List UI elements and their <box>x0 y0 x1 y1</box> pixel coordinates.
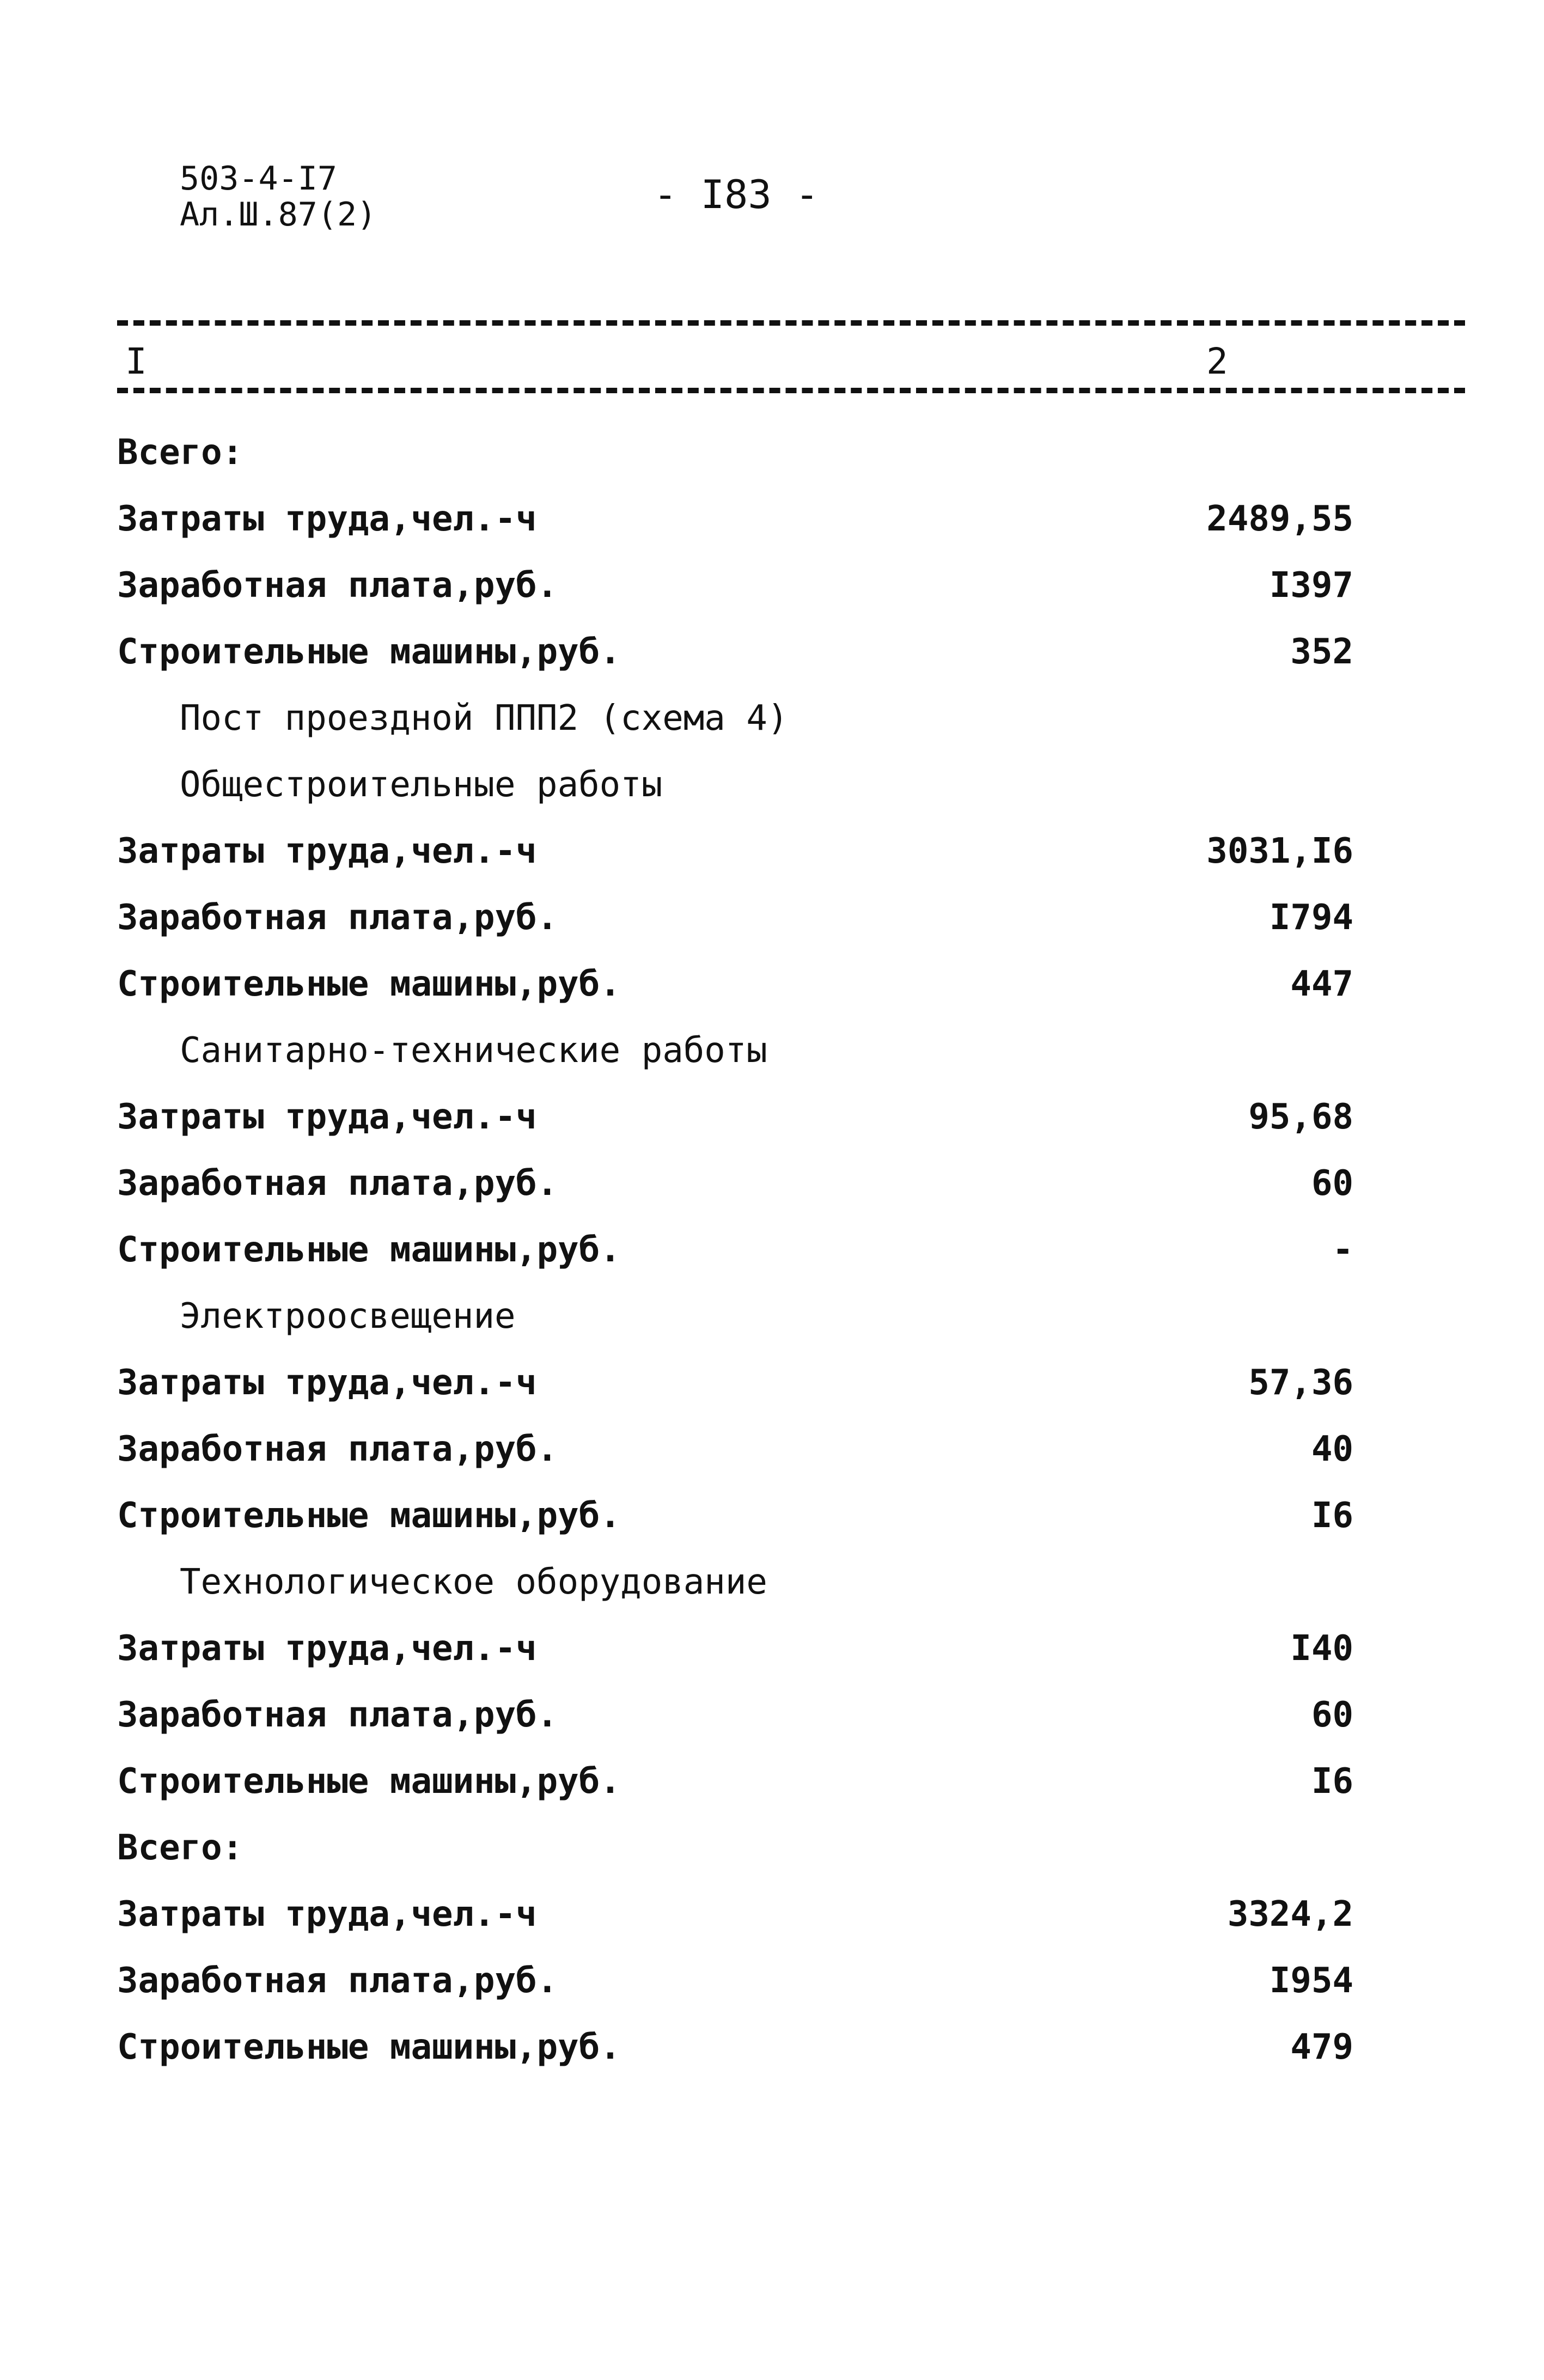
table-row <box>0 1948 1544 2014</box>
row-label: Всего: <box>117 432 243 473</box>
row-value: 40 <box>1311 1429 1353 1469</box>
section-heading-row <box>0 1283 1544 1350</box>
row-value: I40 <box>1290 1628 1353 1669</box>
row-label: Строительные машины,руб. <box>117 632 621 672</box>
row-label: Затраты труда,чел.-ч <box>117 1894 537 1934</box>
row-label: Заработная плата,руб. <box>117 1695 558 1735</box>
row-value: 95,68 <box>1248 1097 1353 1137</box>
document-code <box>180 161 376 233</box>
table-row <box>0 1482 1544 1549</box>
document-code-line-1: 503-4-I7 <box>180 160 337 198</box>
total-heading-row <box>0 419 1544 486</box>
section-heading-row <box>0 685 1544 752</box>
row-label: Заработная плата,руб. <box>117 898 558 938</box>
row-value: I954 <box>1269 1961 1353 2001</box>
table-row <box>0 1217 1544 1283</box>
row-label: Общестроительные работы <box>180 765 663 805</box>
table-row <box>0 884 1544 951</box>
page-number: - I83 - <box>654 172 819 217</box>
row-label: Пост проездной ППП2 (схема 4) <box>180 698 789 739</box>
table-row <box>0 1416 1544 1482</box>
row-label: Всего: <box>117 1828 243 1868</box>
table-header-rule-bottom <box>117 388 1465 393</box>
section-heading-row <box>0 752 1544 818</box>
table-row <box>0 818 1544 884</box>
document-code-line-2: Ал.Ш.87(2) <box>180 196 377 234</box>
row-value: 2489,55 <box>1206 499 1353 539</box>
table-row <box>0 1748 1544 1815</box>
table-row <box>0 1881 1544 1948</box>
row-value: 447 <box>1290 964 1353 1004</box>
table-header-rule-top <box>117 320 1465 326</box>
row-label: Затраты труда,чел.-ч <box>117 1628 537 1669</box>
table-row <box>0 1682 1544 1748</box>
table-row <box>0 1084 1544 1150</box>
row-label: Заработная плата,руб. <box>117 1961 558 2001</box>
column-header-1: I <box>125 340 147 382</box>
row-label: Строительные машины,руб. <box>117 1761 621 1802</box>
row-value: I6 <box>1311 1496 1353 1536</box>
row-label: Затраты труда,чел.-ч <box>117 831 537 871</box>
row-label: Электроосвещение <box>180 1296 516 1337</box>
row-label: Заработная плата,руб. <box>117 1163 558 1204</box>
row-label: Строительные машины,руб. <box>117 964 621 1004</box>
table-row <box>0 552 1544 619</box>
row-value: I794 <box>1269 898 1353 938</box>
row-value: 352 <box>1290 632 1353 672</box>
table-body <box>0 419 1544 2080</box>
table-row <box>0 486 1544 552</box>
row-value: I397 <box>1269 565 1353 606</box>
total-heading-row <box>0 1815 1544 1881</box>
row-value: 479 <box>1290 2027 1353 2067</box>
table-row <box>0 1615 1544 1682</box>
table-row <box>0 951 1544 1017</box>
row-value: I6 <box>1311 1761 1353 1802</box>
column-header-2: 2 <box>1206 340 1228 382</box>
row-label: Заработная плата,руб. <box>117 1429 558 1469</box>
row-label: Строительные машины,руб. <box>117 1496 621 1536</box>
row-value: 60 <box>1311 1695 1353 1735</box>
section-heading-row <box>0 1549 1544 1615</box>
row-label: Затраты труда,чел.-ч <box>117 499 537 539</box>
table-row <box>0 1150 1544 1217</box>
row-label: Затраты труда,чел.-ч <box>117 1363 537 1403</box>
row-label: Заработная плата,руб. <box>117 565 558 606</box>
row-value: 60 <box>1311 1163 1353 1204</box>
row-label: Строительные машины,руб. <box>117 2027 621 2067</box>
row-label: Санитарно-технические работы <box>180 1030 767 1071</box>
row-value: - <box>1332 1230 1353 1270</box>
row-value: 57,36 <box>1248 1363 1353 1403</box>
section-heading-row <box>0 1017 1544 1084</box>
row-value: 3031,I6 <box>1206 831 1353 871</box>
table-row <box>0 2014 1544 2080</box>
row-label: Затраты труда,чел.-ч <box>117 1097 537 1137</box>
table-row <box>0 1350 1544 1416</box>
row-value: 3324,2 <box>1227 1894 1353 1934</box>
row-label: Технологическое оборудование <box>180 1562 767 1602</box>
table-row <box>0 619 1544 685</box>
row-label: Строительные машины,руб. <box>117 1230 621 1270</box>
